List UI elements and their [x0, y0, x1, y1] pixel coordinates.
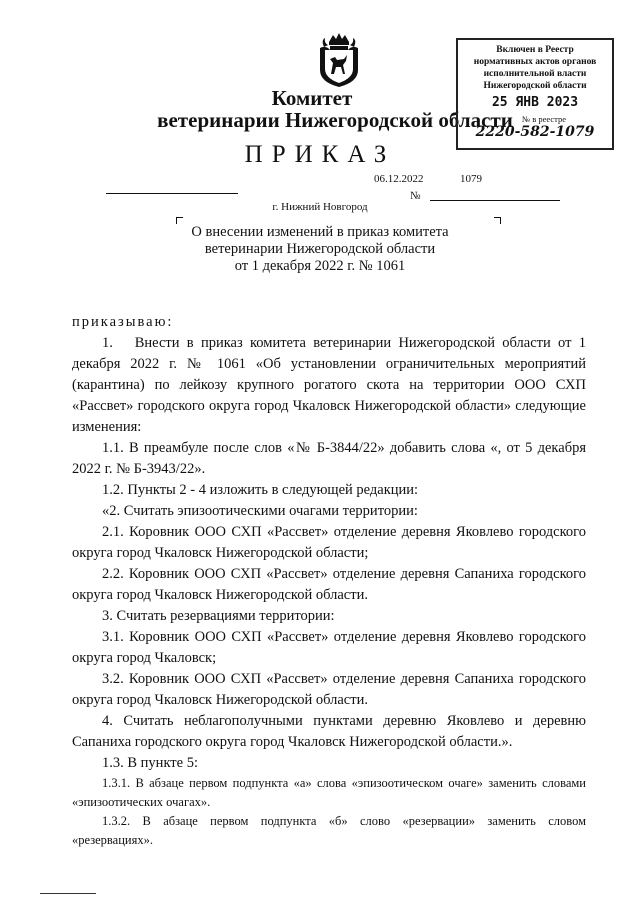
paragraph-3-2: 3.2. Коровник ООО СХП «Рассвет» отделение деревня Сапаниха городского округа город Чкаловск Нижегородской области. — [72, 671, 586, 708]
coat-of-arms-emblem — [316, 30, 362, 88]
document-date: 06.12.2022 — [374, 173, 424, 185]
paragraph-1-3-2: 1.3.2. В абзаце первом подпункта «б» слово «резервации» заменить словом «резервациях». — [72, 814, 586, 847]
stamp-registry-label: № в реестре — [522, 114, 566, 124]
paragraph-1: 1. Внести в приказ комитета ветеринарии Нижегородской области от 1 декабря 2022 г. № 1061 «Об установлении ограничительных мероприятий (карантина) по лейкозу крупного рогатого скота на территории ООО СХП «Рассвет» городского округа город Чкаловск Нижегородской области» следующие изменения: — [72, 335, 586, 435]
document-type-title: ПРИКАЗ — [244, 141, 396, 168]
date-underline — [106, 193, 238, 194]
paragraph-2-2: 2.2. Коровник ООО СХП «Рассвет» отделение деревня Сапаниха городского округа город Чкаловск Нижегородской области. — [72, 566, 586, 603]
paragraph-3: 3. Считать резервациями территории: — [102, 608, 335, 624]
stamp-date: 25 ЯНВ 2023 — [491, 95, 579, 110]
paragraph-1-3-1: 1.3.1. В абзаце первом подпункта «а» слова «эпизоотическом очаге» заменить словами «эпизоотических очагах». — [72, 776, 586, 809]
organization-name-line2: ветеринарии Нижегородской области — [157, 108, 513, 132]
stamp-line-3: исполнительной власти — [483, 69, 587, 79]
paragraph-1-1: 1.1. В преамбуле после слов «№ Б-3844/22» добавить слова «, от 5 декабря 2022 г. № Б-3943/22». — [72, 440, 586, 477]
paragraph-quote-2: «2. Считать эпизоотическими очагами территории: — [102, 503, 418, 519]
city-name: г. Нижний Новгород — [272, 201, 368, 213]
number-sign: № — [410, 190, 421, 202]
subject-line-2: ветеринарии Нижегородской области — [204, 241, 436, 257]
paragraph-3-1: 3.1. Коровник ООО СХП «Рассвет» отделение деревня Яковлево городского округа город Чкаловск; — [72, 629, 586, 666]
document-body — [72, 312, 586, 850]
paragraph-1-3: 1.3. В пункте 5: — [102, 755, 198, 771]
paragraph-1-2: 1.2. Пункты 2 - 4 изложить в следующей редакции: — [102, 482, 419, 498]
subject-corner-left — [176, 217, 183, 224]
document-subject — [0, 224, 640, 275]
stamp-line-1: Включен в Реестр — [496, 45, 574, 55]
stamp-registry-number: 2220-582-1079 — [475, 124, 595, 140]
paragraph-2-1: 2.1. Коровник ООО СХП «Рассвет» отделение деревня Яковлево городского округа город Чкаловск Нижегородской области; — [72, 524, 586, 561]
stamp-line-4: Нижегородской области — [483, 81, 587, 91]
paragraph-4: 4. Считать неблагополучными пунктами деревню Яковлево и деревню Сапаниха городского округа город Чкаловск Нижегородской области.». — [72, 713, 586, 750]
document-number: 1079 — [460, 173, 482, 185]
scan-edge-mark — [40, 893, 96, 894]
order-word: приказываю: — [72, 314, 174, 330]
registry-stamp — [456, 38, 614, 150]
organization-name-line1: Комитет — [271, 86, 353, 110]
subject-line-1: О внесении изменений в приказ комитета — [191, 224, 449, 240]
subject-line-3: от 1 декабря 2022 г. № 1061 — [234, 258, 406, 274]
subject-corner-right — [494, 217, 501, 224]
stamp-line-2: нормативных актов органов — [473, 57, 597, 67]
